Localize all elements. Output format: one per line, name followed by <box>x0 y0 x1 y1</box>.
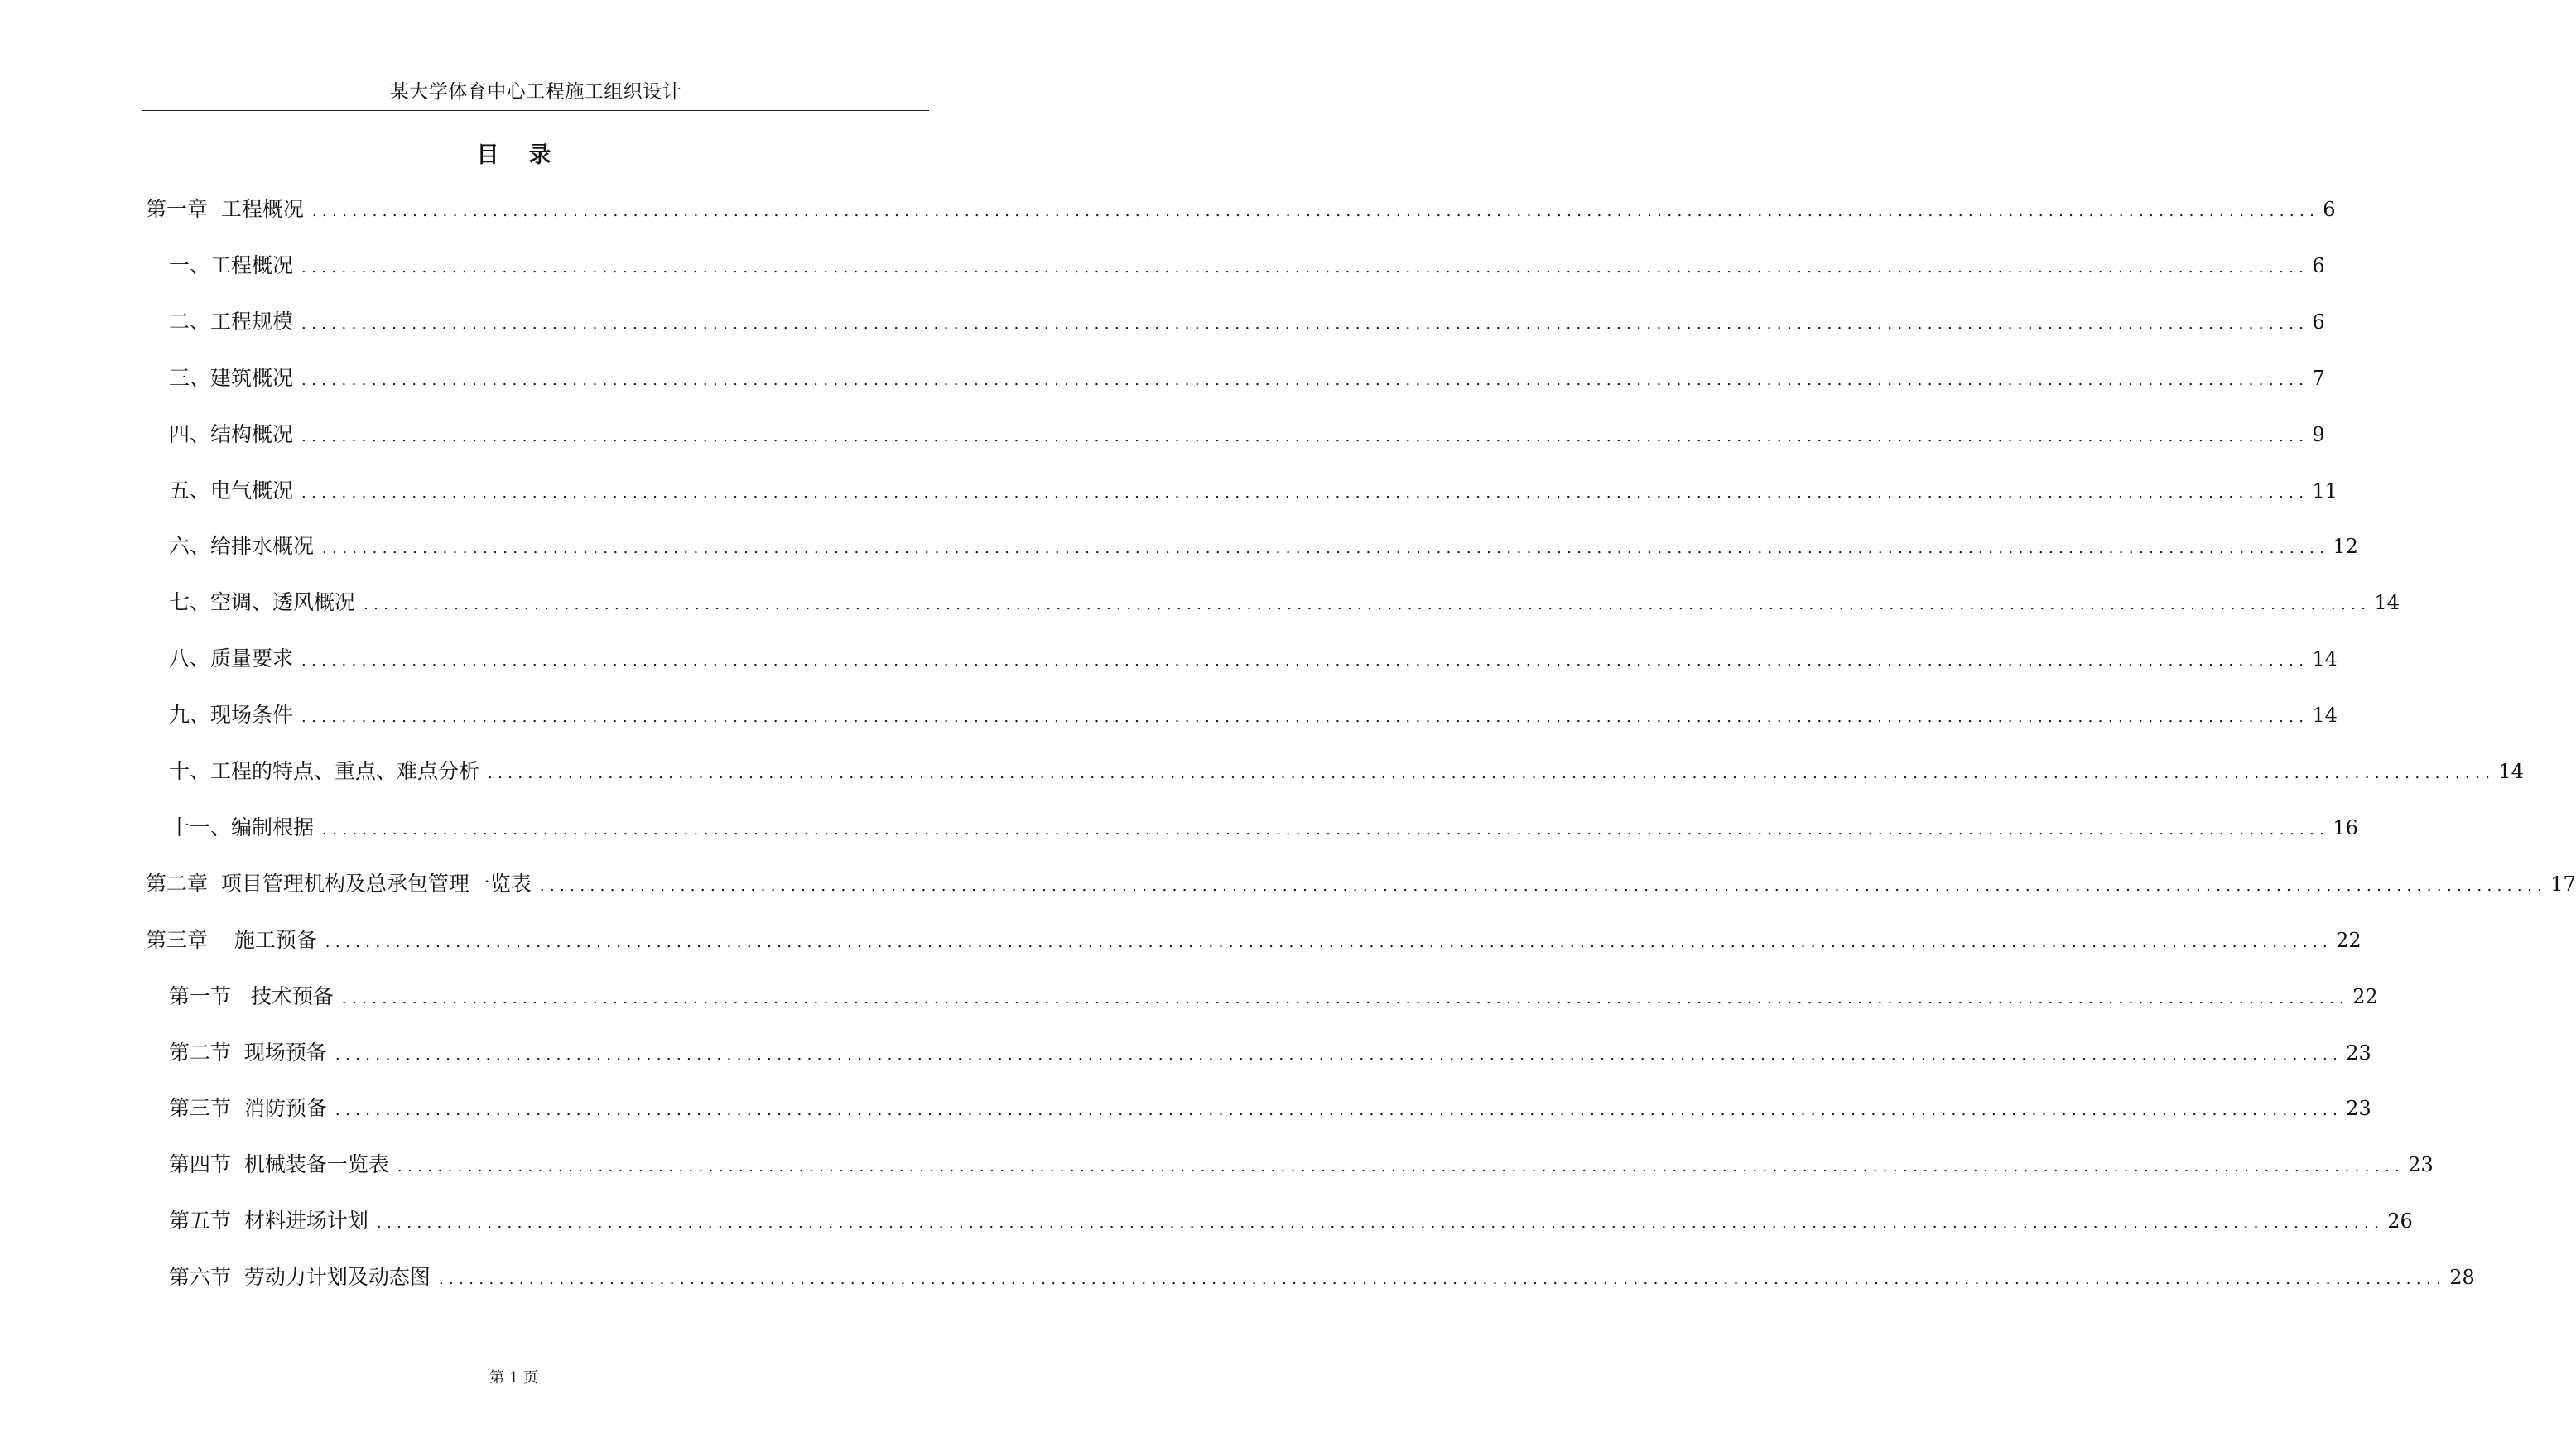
toc-dot-leader: ........................................................................................................................................................................................................ <box>335 1046 2343 1064</box>
running-header: 某大学体育中心工程施工组织设计 <box>389 81 682 103</box>
toc-entry-label: 第三章 施工预备 <box>146 927 317 952</box>
header-rule <box>142 110 929 111</box>
toc-entry-label: 十、工程的特点、重点、难点分析 <box>169 759 480 783</box>
toc-dot-leader: ........................................................................................................................................................................................................ <box>376 1214 2385 1233</box>
toc-entry-label: 二、工程规模 <box>169 309 294 334</box>
toc-entry[interactable] <box>169 700 2338 730</box>
toc-dot-leader: ........................................................................................................................................................................................................ <box>397 1158 2405 1176</box>
toc-entry-label: 第二节 现场预备 <box>169 1040 327 1065</box>
toc-entry-page-number: 16 <box>2333 815 2358 839</box>
toc-entry-page-number: 12 <box>2333 535 2358 559</box>
toc-dot-leader: ........................................................................................................................................................................................................ <box>364 596 2371 614</box>
toc-entry-page-number: 14 <box>2312 704 2338 728</box>
toc-entry-page-number: 14 <box>2374 591 2400 615</box>
toc-entry-label: 八、质量要求 <box>169 647 294 671</box>
toc-entry[interactable] <box>169 1094 2371 1123</box>
toc-entry-label: 四、结构概况 <box>169 421 294 446</box>
toc-entry[interactable] <box>146 869 2576 899</box>
toc-entry[interactable] <box>169 813 2358 843</box>
toc-dot-leader: ........................................................................................................................................................................................................ <box>438 1271 2447 1289</box>
toc-entry-label: 十一、编制根据 <box>169 815 315 839</box>
toc-entry[interactable] <box>169 1038 2371 1068</box>
toc-entry[interactable] <box>169 251 2325 281</box>
toc-entry[interactable] <box>146 926 2362 955</box>
toc-dot-leader: ........................................................................................................................................................................................................ <box>341 989 2350 1007</box>
page-footer: 第 1 页 <box>489 1369 538 1387</box>
toc-entry-page-number: 11 <box>2312 478 2338 502</box>
toc-entry-label: 第一章 工程概况 <box>146 197 304 221</box>
toc-entry-label: 第四节 机械装备一览表 <box>169 1152 389 1177</box>
toc-entry-label: 六、给排水概况 <box>169 534 315 559</box>
toc-entry-page-number: 28 <box>2449 1266 2475 1290</box>
toc-dot-leader: ........................................................................................................................................................................................................ <box>311 203 2320 220</box>
toc-entry[interactable] <box>169 644 2338 674</box>
toc-entry-label: 三、建筑概况 <box>169 365 294 390</box>
toc-entry-page-number: 23 <box>2346 1041 2371 1065</box>
toc-entry-label: 第一节 技术预备 <box>169 983 334 1008</box>
toc-entry-label: 一、工程概况 <box>169 252 294 277</box>
toc-entry-label: 七、空调、透风概况 <box>169 590 356 615</box>
toc-dot-leader: ........................................................................................................................................................................................................ <box>539 877 2548 895</box>
toc-entry-page-number: 23 <box>2346 1097 2371 1121</box>
toc-entry-page-number: 9 <box>2312 422 2325 446</box>
toc-entry-label: 九、现场条件 <box>169 703 294 728</box>
toc-entry-page-number: 14 <box>2498 760 2524 783</box>
toc-entry[interactable] <box>169 531 2358 561</box>
toc-entry-page-number: 22 <box>2336 928 2362 952</box>
toc-dot-leader: ........................................................................................................................................................................................................ <box>325 933 2333 951</box>
toc-entry-page-number: 6 <box>2312 253 2325 277</box>
toc-entry-label: 五、电气概况 <box>169 478 294 502</box>
toc-entry-label: 第六节 劳动力计划及动态图 <box>169 1265 431 1290</box>
toc-entry[interactable] <box>169 588 2400 618</box>
toc-dot-leader: ........................................................................................................................................................................................................ <box>488 765 2496 782</box>
toc-dot-leader: ........................................................................................................................................................................................................ <box>322 820 2330 839</box>
toc-entry-label: 第二章 项目管理机构及总承包管理一览表 <box>146 871 532 896</box>
toc-dot-leader: ........................................................................................................................................................................................................ <box>335 1102 2343 1120</box>
toc-dot-leader: ........................................................................................................................................................................................................ <box>301 371 2309 389</box>
toc-entry[interactable] <box>169 1206 2413 1236</box>
toc-entry[interactable] <box>169 982 2378 1012</box>
toc-entry[interactable] <box>169 1150 2434 1180</box>
toc-entry-page-number: 26 <box>2387 1209 2413 1233</box>
toc-entry-page-number: 6 <box>2312 310 2325 334</box>
toc-dot-leader: ........................................................................................................................................................................................................ <box>301 652 2309 671</box>
toc-entry[interactable] <box>169 420 2325 450</box>
toc-entry[interactable] <box>146 195 2336 224</box>
toc-dot-leader: ........................................................................................................................................................................................................ <box>301 709 2309 727</box>
toc-dot-leader: ........................................................................................................................................................................................................ <box>301 483 2309 502</box>
toc-entry[interactable] <box>169 757 2524 786</box>
toc-entry[interactable] <box>169 476 2338 506</box>
toc-dot-leader: ........................................................................................................................................................................................................ <box>322 540 2330 558</box>
toc-entry[interactable] <box>169 1262 2475 1292</box>
toc-entry-page-number: 22 <box>2352 984 2378 1008</box>
toc-dot-leader: ........................................................................................................................................................................................................ <box>301 427 2309 445</box>
toc-entry-page-number: 7 <box>2312 366 2325 390</box>
toc-entry-page-number: 14 <box>2312 647 2338 671</box>
toc-dot-leader: ........................................................................................................................................................................................................ <box>301 258 2309 276</box>
toc-entry-label: 第三节 消防预备 <box>169 1096 327 1121</box>
toc-entry-page-number: 23 <box>2408 1153 2434 1177</box>
toc-entry-label: 第五节 材料进场计划 <box>169 1209 368 1233</box>
toc-title: 目录 <box>476 142 581 168</box>
toc-entry[interactable] <box>169 363 2325 393</box>
toc-dot-leader: ........................................................................................................................................................................................................ <box>301 315 2309 333</box>
toc-entry[interactable] <box>169 307 2325 337</box>
toc-entry-page-number: 17 <box>2550 872 2576 896</box>
toc-entry-page-number: 6 <box>2323 198 2336 221</box>
